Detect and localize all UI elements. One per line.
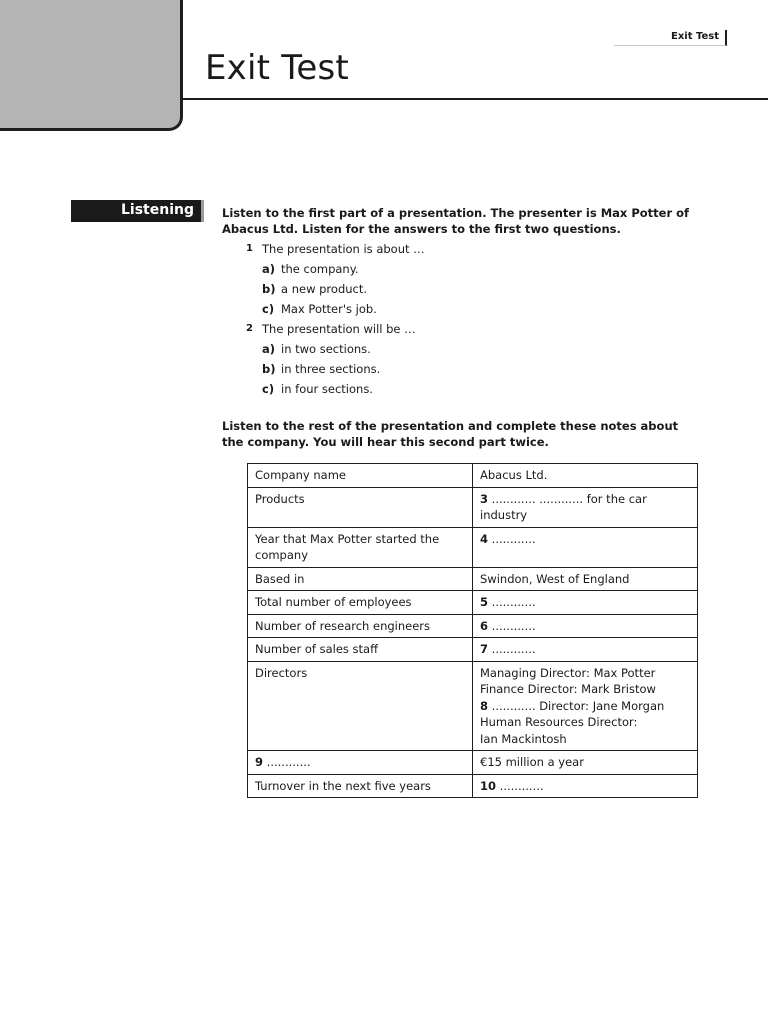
running-head: Exit Test (614, 30, 727, 46)
director-line: Finance Director: Mark Bristow (480, 682, 656, 696)
row-value (473, 614, 698, 638)
blank-text: ............ Director: Jane Morgan (488, 698, 665, 713)
table-row (248, 614, 698, 638)
blank-number: 10 (480, 778, 497, 793)
row-label: Products (248, 487, 473, 527)
option-text: in two sections. (281, 342, 371, 356)
table-row (248, 661, 698, 751)
option-letter: b) (262, 362, 276, 376)
row-label: Number of sales staff (248, 638, 473, 662)
part2-instruction: Listen to the rest of the presentation and complete these notes about the company. You will hear this second part twice. (222, 419, 679, 449)
section-tab-listening: Listening (71, 200, 204, 222)
blank-number: 6 (480, 618, 489, 633)
page-title: Exit Test (205, 48, 349, 88)
blank-text: ............ ............ for the car industry (480, 491, 647, 522)
notes-table (247, 463, 698, 798)
question-text: The presentation is about … (262, 242, 425, 256)
blank-number: 9 (255, 755, 264, 769)
row-value (473, 487, 698, 527)
row-label: Based in (248, 567, 473, 591)
row-value-directors (473, 661, 698, 751)
row-label: Total number of employees (248, 591, 473, 615)
row-label: Directors (248, 661, 473, 751)
option-text: in four sections. (281, 382, 373, 396)
option-text: the company. (281, 262, 359, 276)
part1-instruction: Listen to the first part of a presentation. The presenter is Max Potter of Abacus Ltd. Listen for the answers to the first two questions. (222, 206, 690, 236)
option-text: Max Potter's job. (281, 302, 377, 316)
blank-text: ............ (263, 755, 311, 769)
blank-text: ............ (488, 531, 536, 546)
row-value: €15 million a year (473, 751, 698, 775)
director-line: Managing Director: Max Potter (480, 665, 656, 680)
question-number: 2 (246, 323, 253, 334)
option-letter: a) (262, 262, 276, 276)
table-row (248, 487, 698, 527)
row-value (473, 638, 698, 662)
question-number: 1 (246, 243, 253, 254)
row-label (248, 751, 473, 775)
option-text: a new product. (281, 282, 368, 296)
blank-text: ............ (488, 642, 536, 656)
option-letter: c) (262, 382, 275, 396)
question-text: The presentation will be … (262, 322, 416, 336)
row-value (473, 774, 698, 798)
blank-number: 4 (480, 531, 489, 546)
director-line: Ian Mackintosh (480, 731, 567, 746)
row-label: Number of research engineers (248, 614, 473, 638)
row-value: Abacus Ltd. (473, 464, 698, 488)
director-line: Human Resources Director: (480, 715, 638, 729)
table-row (248, 638, 698, 662)
row-value (473, 527, 698, 567)
option-letter: c) (262, 302, 275, 316)
table-row (248, 464, 698, 488)
blank-number: 3 (480, 491, 489, 506)
blank-text: ............ (488, 595, 536, 609)
header-corner-block (0, 0, 183, 131)
table-row (248, 567, 698, 591)
table-row (248, 751, 698, 775)
blank-number: 8 (480, 698, 489, 713)
option-letter: b) (262, 282, 276, 296)
header-rule (183, 98, 768, 100)
table-row (248, 527, 698, 567)
blank-number: 5 (480, 595, 489, 609)
director-line (480, 698, 690, 715)
option-text: in three sections. (281, 362, 381, 376)
row-value: Swindon, West of England (473, 567, 698, 591)
blank-number: 7 (480, 642, 489, 656)
row-value (473, 591, 698, 615)
row-label: Company name (248, 464, 473, 488)
table-row (248, 774, 698, 798)
row-label: Year that Max Potter started the company (248, 527, 473, 567)
table-row (248, 591, 698, 615)
option-letter: a) (262, 342, 276, 356)
row-label: Turnover in the next five years (248, 774, 473, 798)
blank-text: ............ (488, 618, 536, 633)
blank-text: ............ (496, 778, 544, 793)
